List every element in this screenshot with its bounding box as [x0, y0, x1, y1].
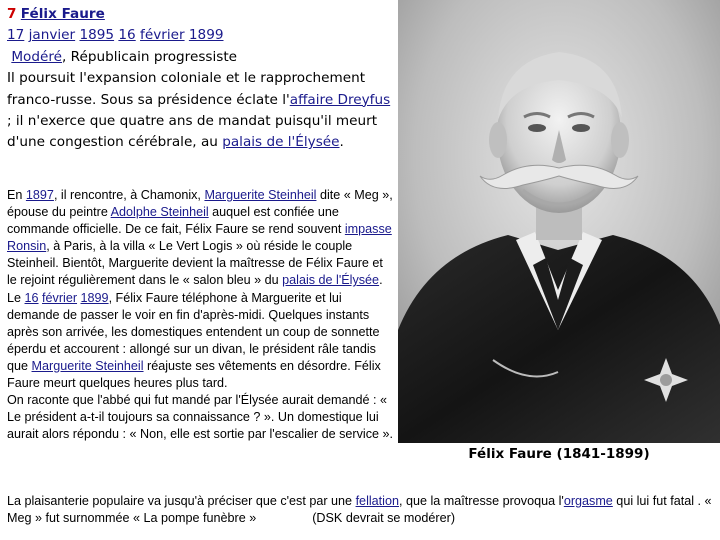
party-rest: , Républicain progressiste — [62, 48, 238, 65]
president-name-link[interactable]: Félix Faure — [20, 6, 105, 22]
palais-elysee-link[interactable]: palais de l'Élysée — [282, 273, 380, 288]
fellation-link[interactable]: fellation — [355, 494, 399, 508]
text-run: , il rencontre, à Chamonix, — [53, 188, 205, 202]
portrait-caption: Félix Faure (1841-1899) — [468, 446, 650, 462]
end-day-link[interactable]: 16 — [118, 27, 136, 44]
start-day-link[interactable]: 17 — [7, 27, 25, 44]
text-run: , à Paris, à la villa « Le Vert Logis » où réside le couple Steinheil. Bientôt, Marguerite devient la maîtresse de Félix Faure et le rejoint régulièrement dans le « salon bleu » du — [7, 239, 383, 288]
party-line — [7, 47, 392, 68]
editor-note: (DSK devrait se modérer) — [312, 511, 456, 526]
text-run: dite « Meg », épouse du peintre — [7, 188, 393, 220]
term-dates — [7, 25, 392, 46]
president-number: 7 — [7, 6, 17, 22]
closing-paragraph — [7, 493, 717, 527]
marguerite-steinheil-link[interactable]: Marguerite Steinheil — [204, 188, 317, 202]
party-link[interactable]: Modéré — [11, 48, 63, 65]
story-paragraph-3: On raconte que l'abbé qui fut mandé par l'Élysée aurait demandé : « Le président a-t-il toujours sa connaissance ? ». Un domestique lui aurait alors répondu : « Non, elle est sortie par l'escalier de service ». — [7, 393, 394, 442]
orgasme-link[interactable]: orgasme — [563, 494, 613, 508]
story-paragraph-1 — [7, 187, 395, 290]
text-run: auquel est confiée une commande officielle. De ce fait, Félix Faure se rend souvent — [7, 205, 345, 237]
bio-text-1: Il poursuit l'expansion coloniale et le rapprochement franco-russe. Sous sa présidence éclate l' — [7, 70, 366, 108]
story-block — [7, 187, 395, 443]
adolphe-steinheil-link[interactable]: Adolphe Steinheil — [110, 205, 209, 220]
text-run: réajuste ses vêtements en désordre. Félix Faure meurt quelques heures plus tard. — [7, 358, 381, 391]
start-year-link[interactable]: 1895 — [79, 27, 115, 44]
marguerite-steinheil-link-2[interactable]: Marguerite Steinheil — [31, 358, 144, 373]
end-month-link[interactable]: février — [140, 27, 185, 44]
month-fevrier-link[interactable]: février — [42, 290, 78, 305]
portrait-illustration — [398, 0, 720, 443]
impasse-ronsin-link[interactable]: impasse Ronsin — [7, 222, 392, 254]
text-run: La plaisanterie populaire va jusqu'à préciser que c'est par une — [7, 494, 356, 508]
year-1899-link[interactable]: 1899 — [80, 290, 109, 305]
portrait-photo — [398, 0, 720, 443]
bio-text-3: . — [339, 134, 344, 151]
text-run: Le — [7, 290, 25, 305]
story-paragraph-2 — [7, 290, 395, 393]
text-run: . — [379, 273, 383, 288]
text-run: , que la maîtresse provoqua l' — [398, 494, 564, 508]
elysee-link[interactable]: palais de l'Élysée — [222, 134, 340, 151]
bio-text-2: ; il n'exerce que quatre ans de mandat puisqu'il meurt d'une congestion cérébrale, au — [7, 113, 378, 151]
text-run: , Félix Faure téléphone à Marguerite et lui demande de passer le voir en fin d'après-midi. Quelques instants après son arrivée, les domestiques entendent un coup de sonnette éperdu et accourent : allongé sur un divan, le président râle tandis que — [7, 290, 380, 373]
end-year-link[interactable]: 1899 — [188, 27, 224, 44]
header-block — [7, 4, 392, 154]
affaire-dreyfus-link[interactable]: affaire Dreyfus — [289, 91, 391, 108]
bio-summary — [7, 68, 392, 154]
text-run: qui lui fut fatal . « Meg » fut surnommée « La pompe funèbre » — [7, 494, 712, 526]
start-month-link[interactable]: janvier — [28, 27, 76, 44]
day-16-link[interactable]: 16 — [24, 290, 39, 305]
text-run: En — [7, 188, 26, 202]
president-title — [7, 4, 392, 25]
year-1897-link[interactable]: 1897 — [25, 188, 54, 202]
